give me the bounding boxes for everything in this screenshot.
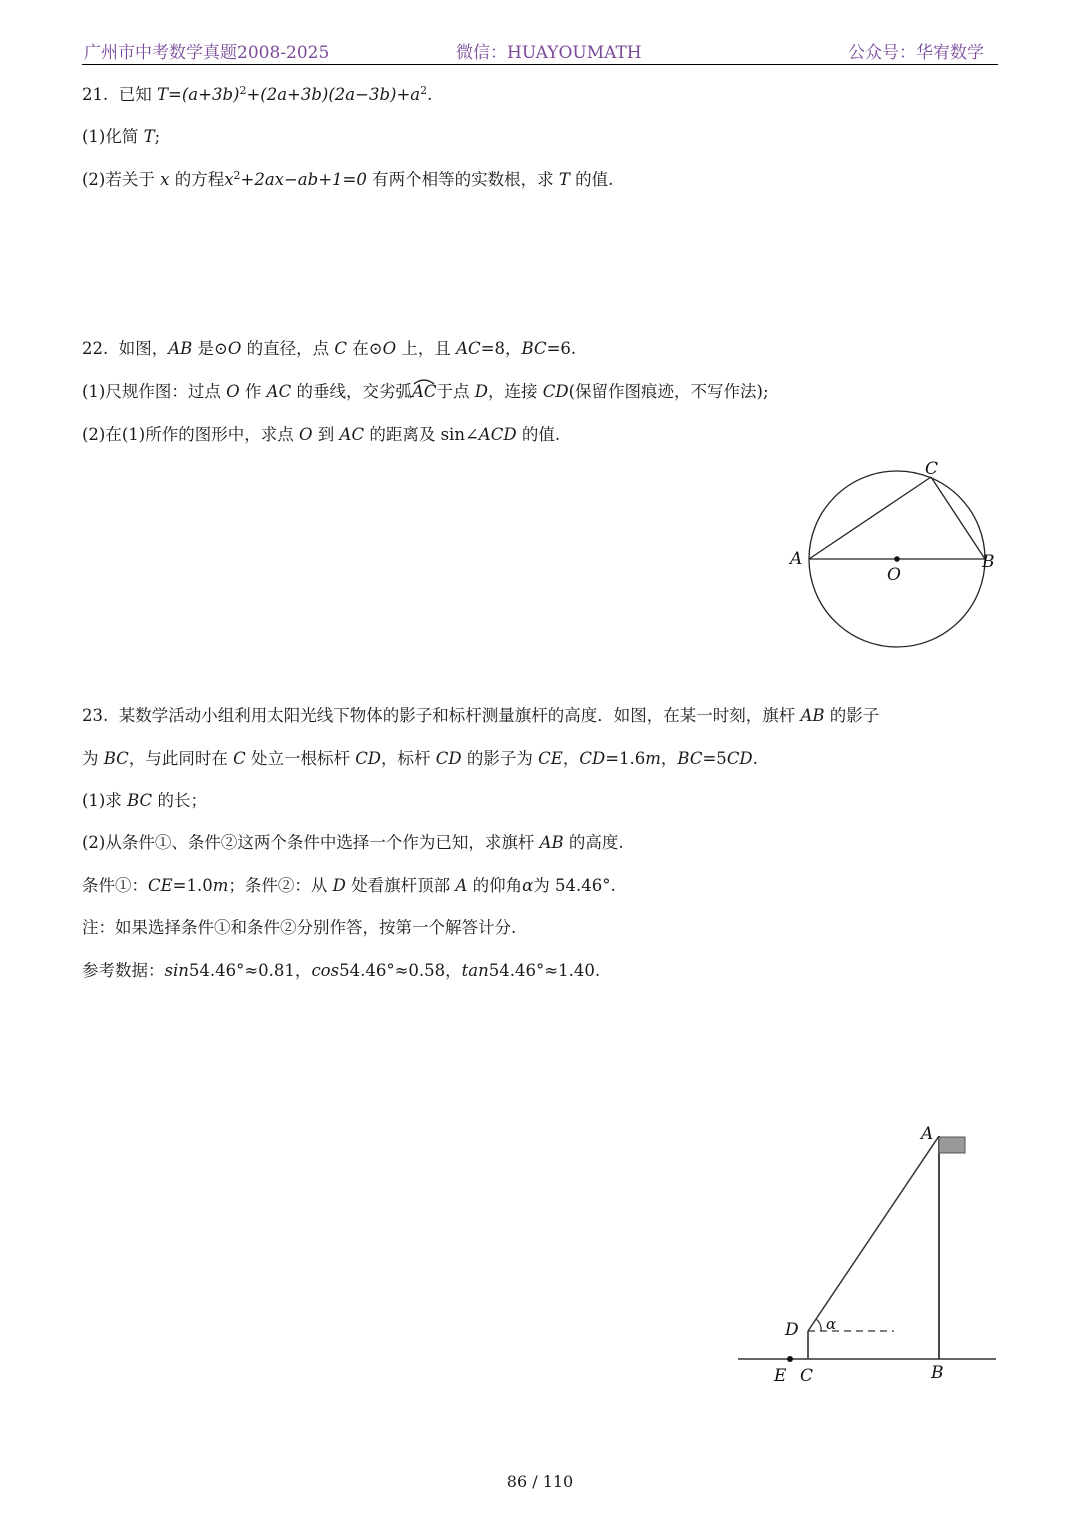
label-e: E — [774, 1366, 787, 1386]
label-o: O — [887, 565, 901, 585]
label-c: C — [800, 1366, 814, 1386]
header-title: 广州市中考数学真题2008-2025 — [84, 43, 330, 63]
point-e — [787, 1356, 793, 1362]
label-b: B — [931, 1363, 944, 1383]
q23-statement-line1: 23. 某数学活动小组利用太阳光线下物体的影子和标杆测量旗杆的高度．如图，在某一时刻，旗杆 AB 的影子 — [82, 706, 880, 725]
flagpole-figure — [730, 1115, 1010, 1395]
label-d: D — [785, 1320, 799, 1340]
q23-note: 注：如果选择条件①和条件②分别作答，按第一个解答计分. — [82, 918, 517, 937]
q22-statement: 22. 如图，AB 是⊙O 的直径，点 C 在⊙O 上，且 AC=8，BC=6. — [82, 339, 577, 358]
header-wechat: 微信：HUAYOUMATH — [456, 43, 642, 63]
q23-part2: (2)从条件①、条件②这两个条件中选择一个作为已知，求旗杆 AB 的高度. — [82, 833, 624, 852]
label-a: A — [790, 549, 803, 569]
chord-ac — [809, 477, 931, 559]
q23-part1: (1)求 BC 的长； — [82, 791, 207, 810]
q22-part2: (2)在(1)所作的图形中，求点 O 到 AC 的距离及 sin∠ACD 的值. — [82, 425, 561, 444]
arc-ac: AC — [411, 382, 437, 401]
chord-bc — [931, 477, 985, 559]
circle-figure — [780, 452, 1010, 652]
q23-reference-data: 参考数据：sin54.46°≈0.81，cos54.46°≈0.58，tan54.46°≈1.40. — [82, 961, 601, 980]
sun-ray — [808, 1136, 939, 1331]
label-a: A — [921, 1124, 934, 1144]
label-c: C — [925, 459, 939, 479]
center-dot — [894, 556, 900, 562]
flag — [939, 1137, 965, 1153]
page-number: 86 / 110 — [506, 1472, 574, 1491]
angle-arc — [816, 1319, 821, 1331]
q23-statement-line2: 为 BC，与此同时在 C 处立一根标杆 CD，标杆 CD 的影子为 CE，CD=1.6m，BC=5CD. — [82, 749, 758, 768]
label-b: B — [982, 552, 995, 572]
page-header — [82, 34, 998, 65]
q21-part1: (1)化简 T; — [82, 127, 161, 146]
q21-statement: 21. 已知 $T=(a+3b)^2+(2a+3b)(2a-3b)+a^2$. — [82, 84, 433, 104]
label-alpha: α — [826, 1315, 837, 1333]
q21-part2: (2)若关于 x 的方程$x^2+2ax-ab+1=0$ 有两个相等的实数根，求 T 的值. — [82, 169, 614, 189]
q22-part1: (1)尺规作图：过点 O 作 AC 的垂线，交劣弧 AC于点 D，连接 CD(保留作图痕迹，不写作法); — [82, 382, 769, 401]
q23-conditions: 条件①：CE=1.0m；条件②：从 D 处看旗杆顶部 A 的仰角α为 54.46°. — [82, 876, 616, 895]
header-account: 公众号：华宥数学 — [848, 43, 984, 63]
